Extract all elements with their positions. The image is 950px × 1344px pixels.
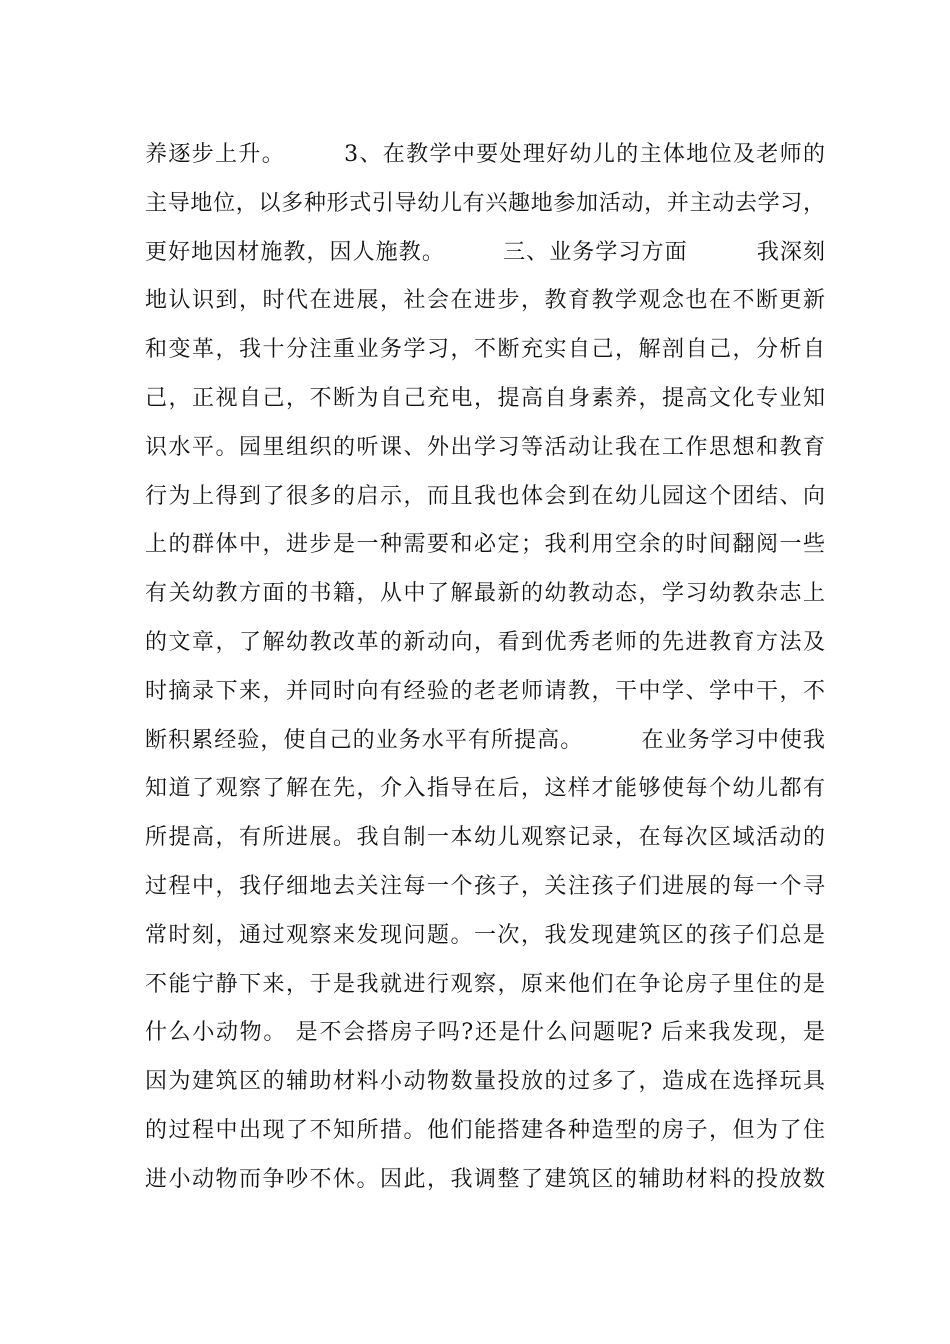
text-line: 因为建筑区的辅助材料小动物数量投放的过多了，造成在选择玩具 [145, 1069, 825, 1095]
text-line: 进小动物而争吵不休。因此，我调整了建筑区的辅助材料的投放数 [145, 1166, 825, 1192]
text-line: 过程中，我仔细地去关注每一个孩子，关注孩子们进展的每一个寻 [145, 873, 825, 899]
text-line: 的文章，了解幼教改革的新动向，看到优秀老师的先进教育方法及 [145, 629, 825, 655]
text-line: 己，正视自己，不断为自己充电，提高自身素养，提高文化专业知 [145, 385, 825, 411]
text-line: 什么小动物。 是不会搭房子吗?还是什么问题呢? 后来我发现，是 [145, 1020, 825, 1046]
text-line: 所提高，有所进展。我自制一本幼儿观察记录，在每次区域活动的 [145, 825, 825, 851]
text-line: 有关幼教方面的书籍，从中了解最新的幼教动态，学习幼教杂志上 [145, 581, 825, 607]
text-line: 主导地位，以多种形式引导幼儿有兴趣地参加活动，并主动去学习， [145, 190, 825, 216]
text-line: 上的群体中，进步是一种需要和必定；我利用空余的时间翻阅一些 [145, 532, 825, 558]
body-text [145, 131, 825, 1205]
text-line: 常时刻，通过观察来发现问题。一次，我发现建筑区的孩子们总是 [145, 922, 825, 948]
text-line: 断积累经验，使自己的业务水平有所提高。 在业务学习中使我 [145, 727, 825, 753]
text-line: 的过程中出现了不知所措。他们能搭建各种造型的房子，但为了住 [145, 1117, 825, 1143]
text-line: 识水平。园里组织的听课、外出学习等活动让我在工作思想和教育 [145, 434, 825, 460]
text-line: 更好地因材施教，因人施教。 三、业务学习方面 我深刻 [145, 239, 825, 265]
text-line: 时摘录下来，并同时向有经验的老老师请教，干中学、学中干，不 [145, 678, 825, 704]
text-line: 地认识到，时代在进展，社会在进步，教育教学观念也在不断更新 [145, 288, 825, 314]
text-line: 不能宁静下来，于是我就进行观察，原来他们在争论房子里住的是 [145, 971, 825, 997]
text-line: 行为上得到了很多的启示，而且我也体会到在幼儿园这个团结、向 [145, 483, 825, 509]
text-line: 和变革，我十分注重业务学习，不断充实自己，解剖自己，分析自 [145, 337, 825, 363]
text-line: 养逐步上升。 3、在教学中要处理好幼儿的主体地位及老师的 [145, 142, 825, 167]
text-line: 知道了观察了解在先，介入指导在后，这样才能够使每个幼儿都有 [145, 776, 825, 802]
